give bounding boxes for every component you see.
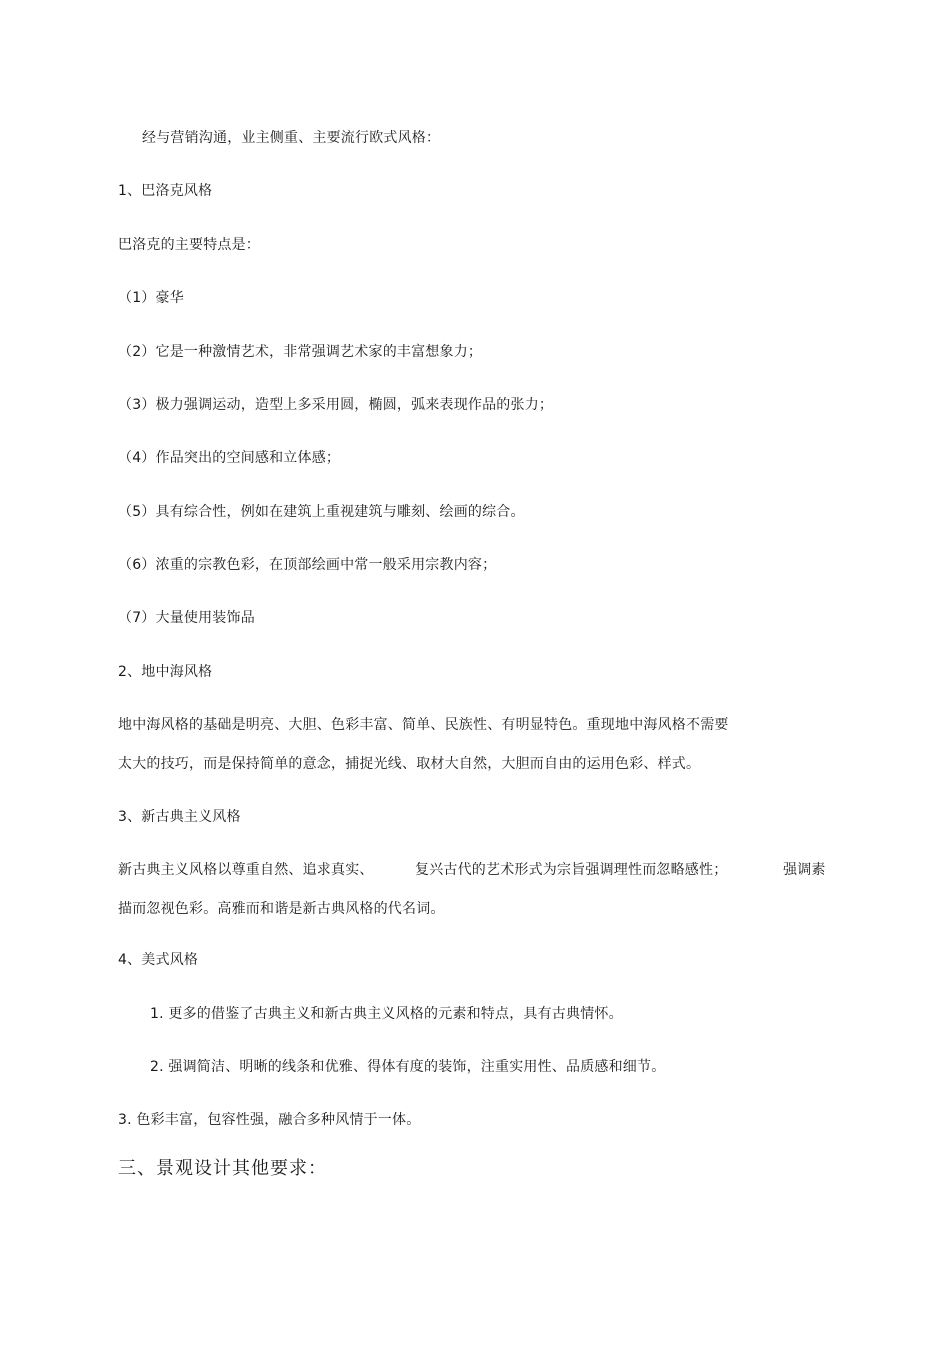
section-heading-baroque: 1、巴洛克风格 bbox=[118, 183, 213, 199]
mediterranean-body-line-1: 地中海风格的基础是明亮、大胆、色彩丰富、简单、民族性、有明显特色。重现地中海风格不需要 bbox=[118, 717, 729, 733]
american-item-2: 2. 强调简洁、明晰的线条和优雅、得体有度的装饰，注重实用性、品质感和细节。 bbox=[150, 1059, 666, 1075]
baroque-lead: 巴洛克的主要特点是： bbox=[118, 237, 260, 253]
neoclassical-body-part-2: 复兴古代的艺术形式为宗旨强调理性而忽略感性； bbox=[415, 862, 728, 878]
american-item-1: 1. 更多的借鉴了古典主义和新古典主义风格的元素和特点，具有古典情怀。 bbox=[150, 1006, 623, 1022]
baroque-item-7: （7）大量使用装饰品 bbox=[118, 610, 255, 626]
american-item-3: 3. 色彩丰富，包容性强，融合多种风情于一体。 bbox=[118, 1112, 421, 1128]
section-heading-neoclassical: 3、新古典主义风格 bbox=[118, 809, 241, 825]
baroque-item-2: （2）它是一种激情艺术，非常强调艺术家的丰富想象力； bbox=[118, 344, 483, 360]
mediterranean-body-line-2: 太大的技巧，而是保持简单的意念，捕捉光线、取材大自然，大胆而自由的运用色彩、样式。 bbox=[118, 756, 701, 772]
baroque-item-5: （5）具有综合性，例如在建筑上重视建筑与雕刻、绘画的综合。 bbox=[118, 504, 525, 520]
baroque-item-6: （6）浓重的宗教色彩，在顶部绘画中常一般采用宗教内容； bbox=[118, 557, 497, 573]
section-heading-mediterranean: 2、地中海风格 bbox=[118, 664, 213, 680]
chapter-heading-landscape: 三、景观设计其他要求： bbox=[118, 1158, 327, 1179]
intro-paragraph: 经与营销沟通，业主侧重、主要流行欧式风格： bbox=[142, 130, 441, 146]
neoclassical-body-line-2: 描而忽视色彩。高雅而和谐是新古典风格的代名词。 bbox=[118, 901, 445, 917]
baroque-item-1: （1）豪华 bbox=[118, 290, 184, 306]
baroque-item-3: （3）极力强调运动，造型上多采用圆，椭圆，弧来表现作品的张力； bbox=[118, 397, 554, 413]
section-heading-american: 4、美式风格 bbox=[118, 952, 199, 968]
neoclassical-body-part-3: 强调素 bbox=[783, 862, 826, 878]
neoclassical-body-part-1: 新古典主义风格以尊重自然、追求真实、 bbox=[118, 862, 374, 878]
baroque-item-4: （4）作品突出的空间感和立体感； bbox=[118, 450, 341, 466]
